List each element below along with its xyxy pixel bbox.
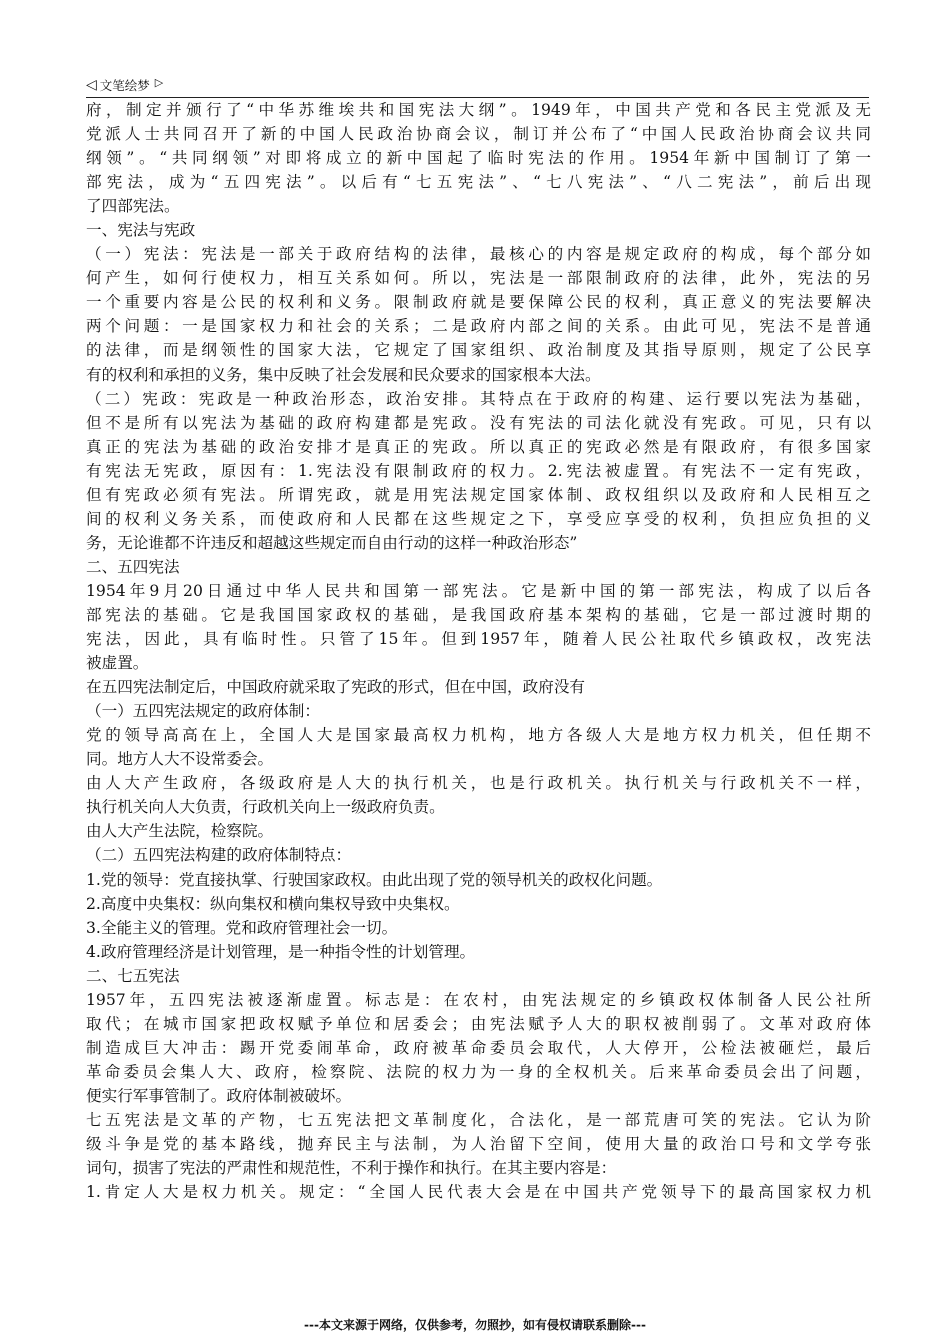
text-line: 二、七五宪法 bbox=[86, 966, 180, 985]
text-line: 但有宪政必须有宪法。所谓宪政，就是用宪法规定国家体制、政权组织以及政府和人民相互之 bbox=[86, 485, 871, 504]
header-title: 文笔绘梦 bbox=[99, 78, 150, 93]
text-line: 同。地方人大不设常委会。 bbox=[86, 750, 274, 769]
text-line: 宪法，因此，具有临时性。只管了15年。但到1957年，随着人民公社取代乡镇政权，改宪法 bbox=[86, 630, 871, 649]
text-line: 真正的宪法为基础的政治安排才是真正的宪政。所以真正的宪政必然是有限政府，有很多国家 bbox=[86, 437, 871, 456]
text-line: 便实行军事管制了。政府体制被破坏。 bbox=[86, 1086, 352, 1105]
text-line: 1957年，五四宪法被逐渐虚置。标志是：在农村，由宪法规定的乡镇政权体制备人民公社所 bbox=[86, 990, 871, 1009]
text-line: 级斗争是党的基本路线，抛弃民主与法制，为人治留下空间，使用大量的政治口号和文学夸张 bbox=[86, 1135, 871, 1154]
text-line: 党派人士共同召开了新的中国人民政治协商会议，制订并公布了“中国人民政治协商会议共同 bbox=[86, 125, 871, 144]
text-line: 了四部宪法。 bbox=[86, 197, 180, 216]
text-line: （二）宪政：宪政是一种政治形态，政治安排。其特点在于政府的构建、运行要以宪法为基础， bbox=[86, 389, 871, 408]
text-line: 七五宪法是文革的产物，七五宪法把文革制度化，合法化，是一部荒唐可笑的宪法。它认为阶 bbox=[86, 1110, 871, 1129]
text-line: 但不是所有以宪法为基础的政府构建都是宪政。没有宪法的司法化就没有宪政。可见，只有以 bbox=[86, 413, 871, 432]
text-line: 4.政府管理经济是计划管理，是一种指令性的计划管理。 bbox=[86, 942, 476, 961]
text-line: 制造成巨大冲击：踢开党委闹革命，政府被革命委员会取代，人大停开，公检法被砸烂，最后 bbox=[86, 1038, 871, 1057]
text-line: 间的权利义务关系，而使政府和人民都在这些规定之下，享受应享受的权利，负担应负担的义 bbox=[86, 509, 871, 528]
triangle-left-icon: ◁ bbox=[86, 77, 97, 93]
text-line: 部宪法，成为“五四宪法”。以后有“七五宪法”、“七八宪法”、“八二宪法”，前后出现 bbox=[86, 173, 871, 192]
text-line: （一）五四宪法规定的政府体制： bbox=[86, 702, 320, 721]
text-line: 部宪法的基础。它是我国国家政权的基础，是我国政府基本架构的基础，它是一部过渡时期的 bbox=[86, 605, 871, 624]
text-line: 在五四宪法制定后，中国政府就采取了宪政的形式，但在中国，政府没有 bbox=[86, 678, 586, 697]
document-body bbox=[86, 98, 871, 1204]
text-line: 被虚置。 bbox=[86, 654, 149, 673]
text-line: 2.高度中央集权：纵向集权和横向集权导致中央集权。 bbox=[86, 894, 460, 913]
footer-disclaimer: ---本文来源于网络，仅供参考，勿照抄，如有侵权请联系删除--- bbox=[304, 1318, 646, 1332]
text-line: 1.肯定人大是权力机关。规定：“全国人民代表大会是在中国共产党领导下的最高国家权力机 bbox=[86, 1183, 871, 1202]
text-line: 何产生，如何行使权力，相互关系如何。所以，宪法是一部限制政府的法律，此外，宪法的另 bbox=[86, 269, 871, 288]
text-line: 3.全能主义的管理。党和政府管理社会一切。 bbox=[86, 918, 398, 937]
text-line: 一个重要内容是公民的权利和义务。限制政府就是要保障公民的权利，真正意义的宪法要解决 bbox=[86, 293, 871, 312]
text-line: 纲领”。“共同纲领”对即将成立的新中国起了临时宪法的作用。1954年新中国制订了第一 bbox=[86, 149, 871, 168]
text-line: 革命委员会集人大、政府，检察院、法院的权力为一身的全权机关。后来革命委员会出了问题， bbox=[86, 1062, 871, 1081]
text-line: 一、宪法与宪政 bbox=[86, 221, 196, 240]
text-line: 二、五四宪法 bbox=[86, 557, 180, 576]
text-line: 有的权利和承担的义务，集中反映了社会发展和民众要求的国家根本大法。 bbox=[86, 365, 601, 384]
text-line: 府，制定并颁行了“中华苏维埃共和国宪法大纲”。1949年，中国共产党和各民主党派及无 bbox=[86, 101, 871, 119]
text-line: 由人大产生政府，各级政府是人大的执行机关，也是行政机关。执行机关与行政机关不一样， bbox=[86, 774, 871, 793]
text-line: 务，无论谁都不许违反和超越这些规定而自由行动的这样一种政治形态” bbox=[86, 533, 578, 552]
text-line: 取代；在城市国家把政权赋予单位和居委会；由宪法赋予人大的职权被削弱了。文革对政府体 bbox=[86, 1014, 871, 1033]
text-line: 由人大产生法院，检察院。 bbox=[86, 822, 274, 841]
text-line: 1954年9月20日通过中华人民共和国第一部宪法。它是新中国的第一部宪法，构成了以后各 bbox=[86, 581, 871, 600]
text-line: 词句，损害了宪法的严肃性和规范性，不利于操作和执行。在其主要内容是： bbox=[86, 1159, 617, 1178]
text-line: 执行机关向人大负责，行政机关向上一级政府负责。 bbox=[86, 798, 445, 817]
text-line: （一）宪法：宪法是一部关于政府结构的法律，最核心的内容是规定政府的构成，每个部分如 bbox=[86, 245, 871, 264]
triangle-right-icon: ▷ bbox=[154, 75, 164, 89]
text-line: 1.党的领导：党直接执掌、行驶国家政权。由此出现了党的领导机关的政权化问题。 bbox=[86, 870, 663, 889]
text-line: 有宪法无宪政，原因有：1.宪法没有限制政府的权力。2.宪法被虚置。有宪法不一定有宪政， bbox=[86, 461, 871, 480]
page-header bbox=[86, 74, 163, 96]
text-line: 党的领导高高在上，全国人大是国家最高权力机构，地方各级人大是地方权力机关，但任期不 bbox=[86, 726, 871, 745]
text-line: （二）五四宪法构建的政府体制特点： bbox=[86, 846, 352, 865]
text-line: 两个问题：一是国家权力和社会的关系；二是政府内部之间的关系。由此可见，宪法不是普通 bbox=[86, 317, 871, 336]
text-line: 的法律，而是纲领性的国家大法，它规定了国家组织、政治制度及其指导原则，规定了公民享 bbox=[86, 341, 871, 360]
